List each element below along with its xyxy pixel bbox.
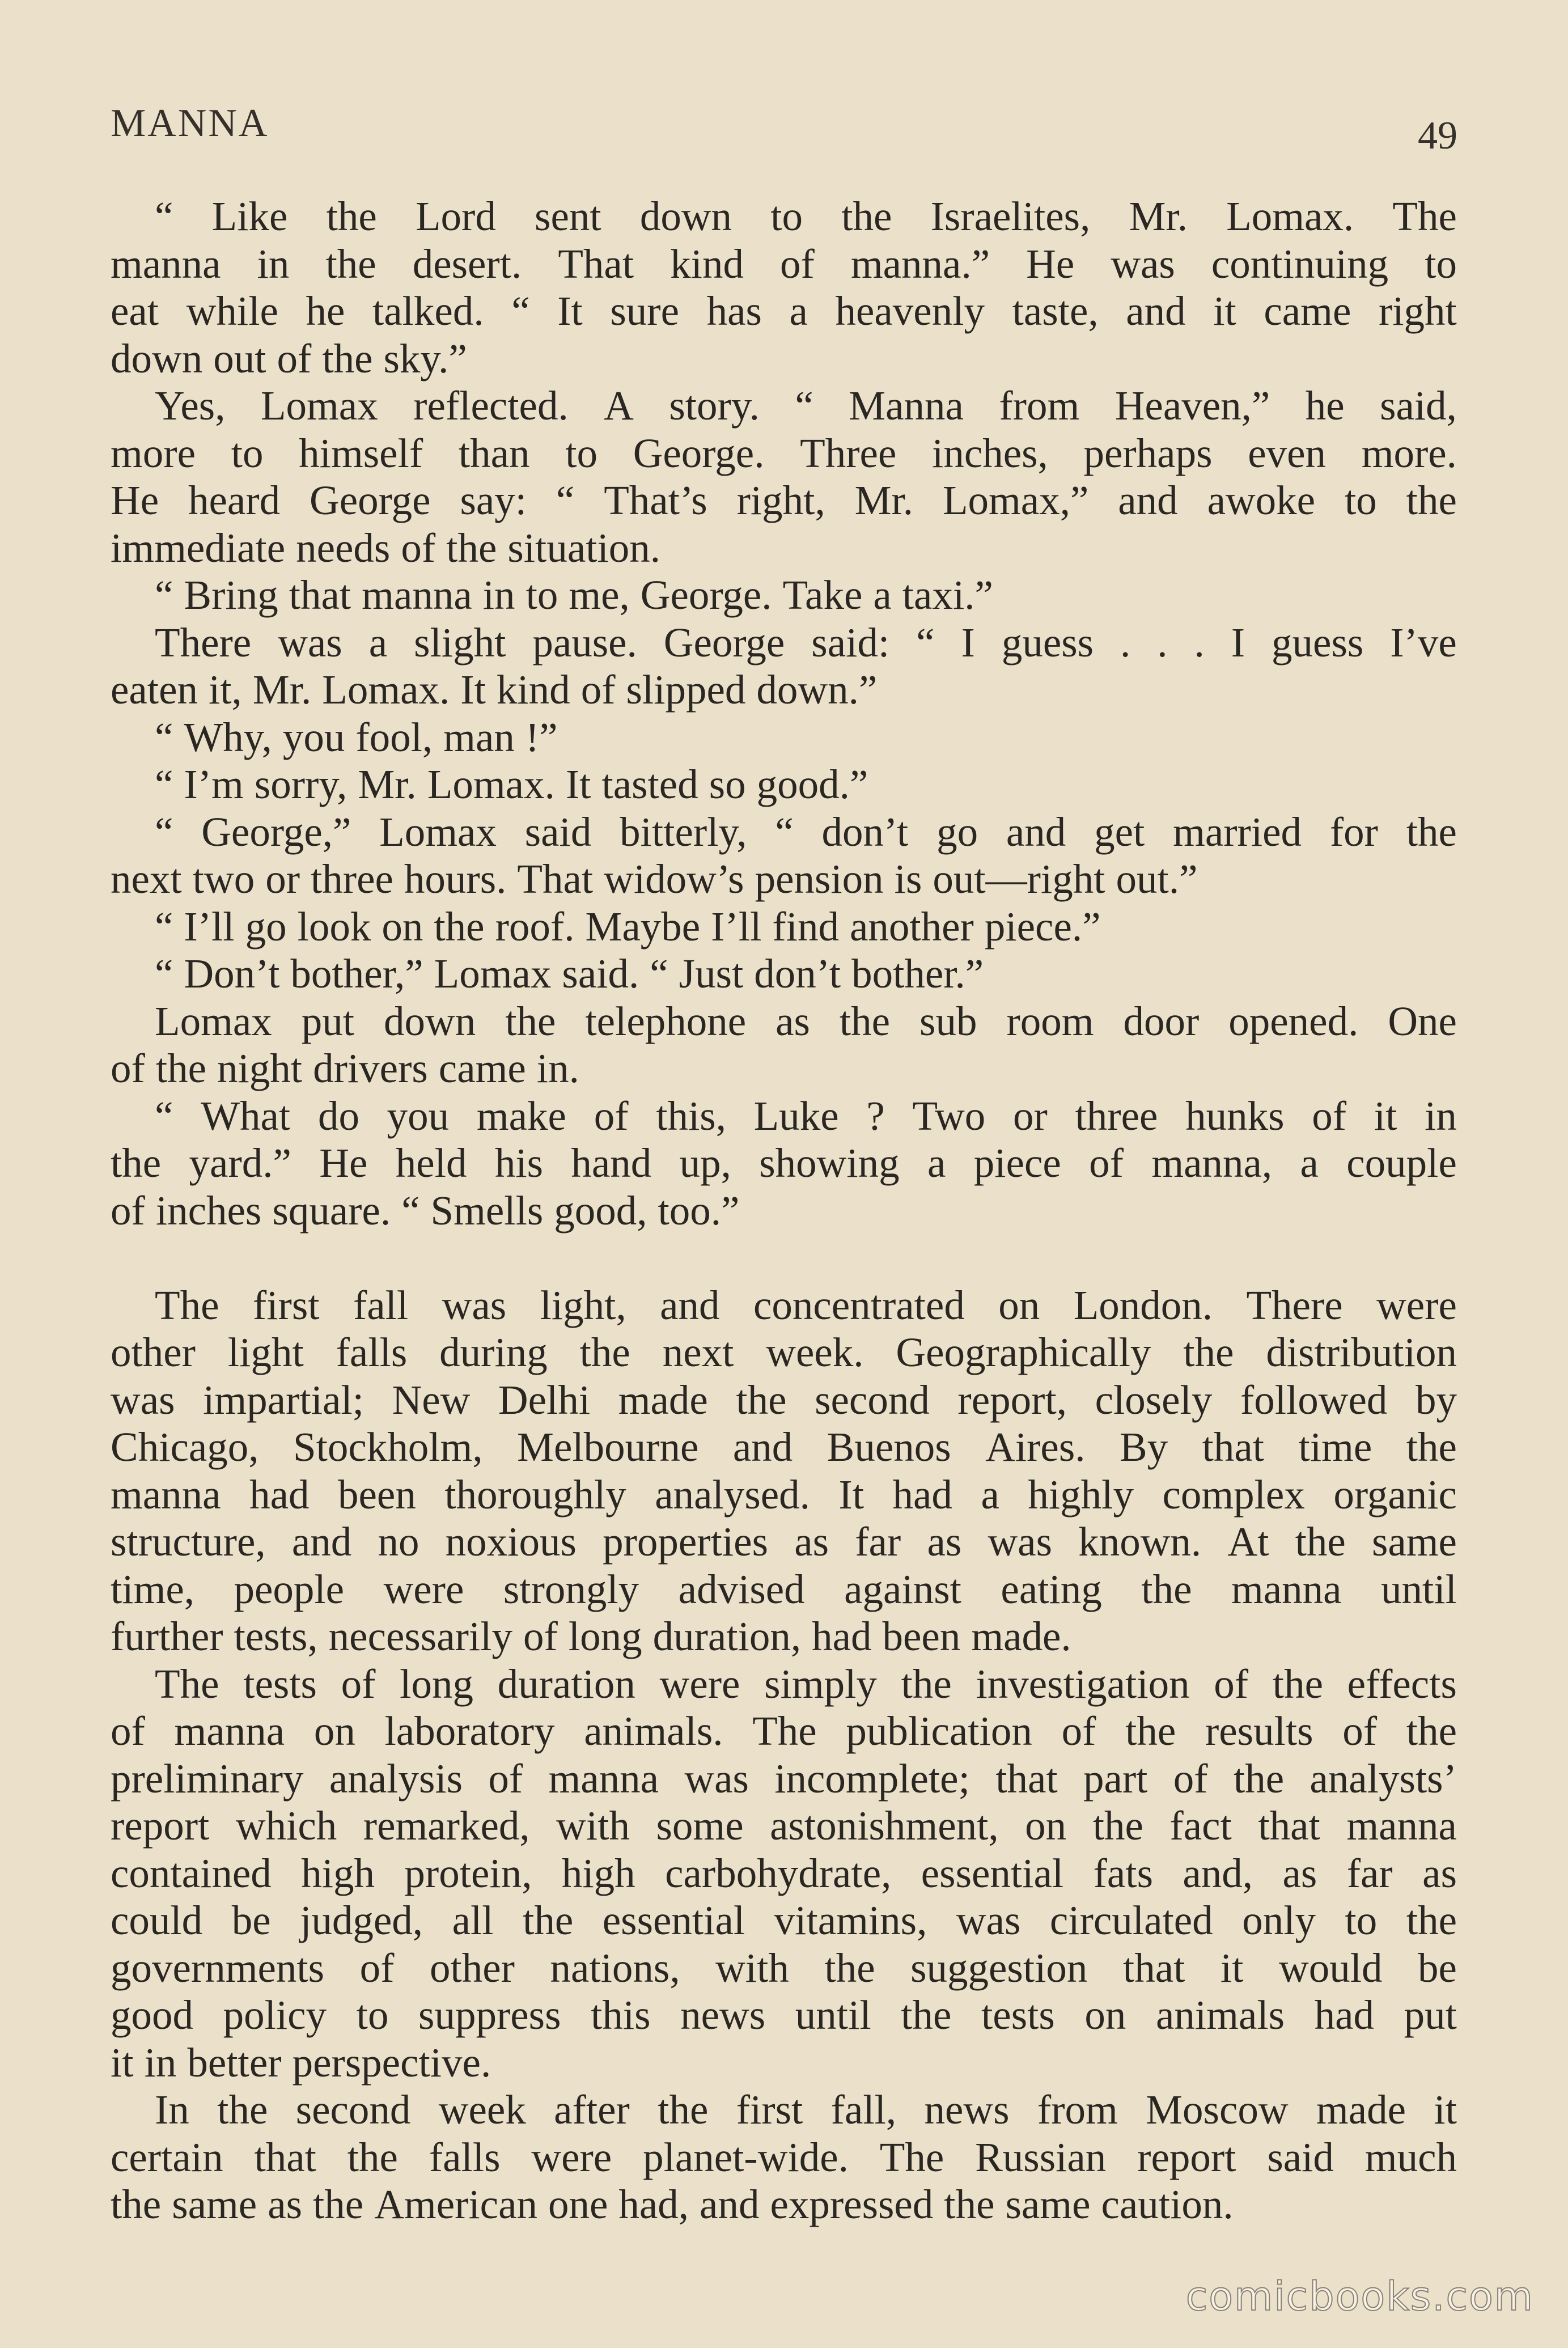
text-line: manna had been thoroughly analysed. It had a highly complex organic — [111, 1471, 1457, 1518]
text-line: Chicago, Stockholm, Melbourne and Buenos Aires. By that time the — [111, 1424, 1457, 1470]
running-head: MANNA — [111, 101, 269, 145]
text-line: of manna on laboratory animals. The publication of the results of the — [111, 1708, 1457, 1754]
paragraph — [111, 903, 1457, 951]
text-line: the yard.” He held his hand up, showing a piece of manna, a couple — [111, 1140, 1457, 1186]
body-text — [111, 193, 1457, 2228]
text-line: There was a slight pause. George said: “ I guess . . . I guess I’ve — [155, 619, 1457, 666]
text-line: governments of other nations, with the suggestion that it would be — [111, 1944, 1457, 1991]
text-line: “ Bring that manna in to me, George. Take a taxi.” — [155, 572, 993, 618]
text-line: down out of the sky.” — [111, 335, 467, 382]
page-number: 49 — [1418, 114, 1457, 158]
text-line: next two or three hours. That widow’s pension is out—right out.” — [111, 856, 1198, 902]
text-line: “ What do you make of this, Luke ? Two or three hunks of it in — [155, 1092, 1457, 1139]
text-line: certain that the falls were planet-wide. The Russian report said much — [111, 2134, 1457, 2180]
text-line: report which remarked, with some astonishment, on the fact that manna — [111, 1803, 1457, 1849]
text-line: time, people were strongly advised against eating the manna until — [111, 1566, 1457, 1612]
section-break — [111, 1234, 1457, 1282]
text-line: “ Why, you fool, man !” — [155, 714, 558, 760]
paragraph — [111, 619, 1457, 714]
text-line: could be judged, all the essential vitamins, was circulated only to the — [111, 1897, 1457, 1943]
text-line: good policy to suppress this news until the tests on animals had put — [111, 1992, 1457, 2038]
text-line: Yes, Lomax reflected. A story. “ Manna from Heaven,” he said, — [155, 383, 1457, 429]
text-line: “ Don’t bother,” Lomax said. “ Just don’t bother.” — [155, 951, 984, 997]
paragraph — [111, 998, 1457, 1092]
text-line: In the second week after the first fall, news from Moscow made it — [155, 2087, 1457, 2133]
text-line: further tests, necessarily of long duration, had been made. — [111, 1613, 1071, 1659]
text-line: it in better perspective. — [111, 2039, 491, 2086]
text-line: manna in the desert. That kind of manna.” He was continuing to — [111, 240, 1457, 287]
text-line: The tests of long duration were simply the investigation of the effects — [155, 1660, 1457, 1707]
paragraph — [111, 1092, 1457, 1235]
text-line: “ I’ll go look on the roof. Maybe I’ll find another piece.” — [155, 903, 1101, 950]
text-line: The first fall was light, and concentrated on London. There were — [155, 1282, 1457, 1328]
text-line: Lomax put down the telephone as the sub room door opened. One — [155, 998, 1457, 1044]
text-line: of the night drivers came in. — [111, 1045, 579, 1091]
text-line: the same as the American one had, and expressed the same caution. — [111, 2181, 1234, 2227]
text-line: structure, and no noxious properties as far as was known. At the same — [111, 1519, 1457, 1565]
text-line: preliminary analysis of manna was incomplete; that part of the analysts’ — [111, 1755, 1457, 1802]
paragraph — [111, 193, 1457, 382]
text-line: of inches square. “ Smells good, too.” — [111, 1187, 740, 1234]
text-line: “ I’m sorry, Mr. Lomax. It tasted so good.” — [155, 761, 868, 807]
paragraph — [111, 808, 1457, 903]
watermark: comicbooks.com — [1185, 2273, 1534, 2320]
text-line: eat while he talked. “ It sure has a heavenly taste, and it came right — [111, 288, 1457, 334]
text-line: eaten it, Mr. Lomax. It kind of slipped down.” — [111, 667, 878, 713]
text-line: “ Like the Lord sent down to the Israelites, Mr. Lomax. The — [155, 193, 1457, 239]
text-line: contained high protein, high carbohydrate, essential fats and, as far as — [111, 1850, 1457, 1896]
paragraph — [111, 1282, 1457, 1660]
text-line: He heard George say: “ That’s right, Mr. Lomax,” and awoke to the — [111, 477, 1457, 523]
paragraph — [111, 2086, 1457, 2228]
paragraph — [111, 950, 1457, 998]
text-line: immediate needs of the situation. — [111, 524, 661, 571]
text-line: other light falls during the next week. Geographically the distribution — [111, 1329, 1457, 1375]
text-line: “ George,” Lomax said bitterly, “ don’t go and get married for the — [155, 808, 1457, 855]
paragraph — [111, 382, 1457, 571]
text-line: more to himself than to George. Three inches, perhaps even more. — [111, 430, 1457, 476]
paragraph — [111, 571, 1457, 619]
text-line: was impartial; New Delhi made the second report, closely followed by — [111, 1376, 1457, 1423]
paragraph — [111, 1660, 1457, 2087]
paragraph — [111, 761, 1457, 808]
paragraph — [111, 714, 1457, 761]
